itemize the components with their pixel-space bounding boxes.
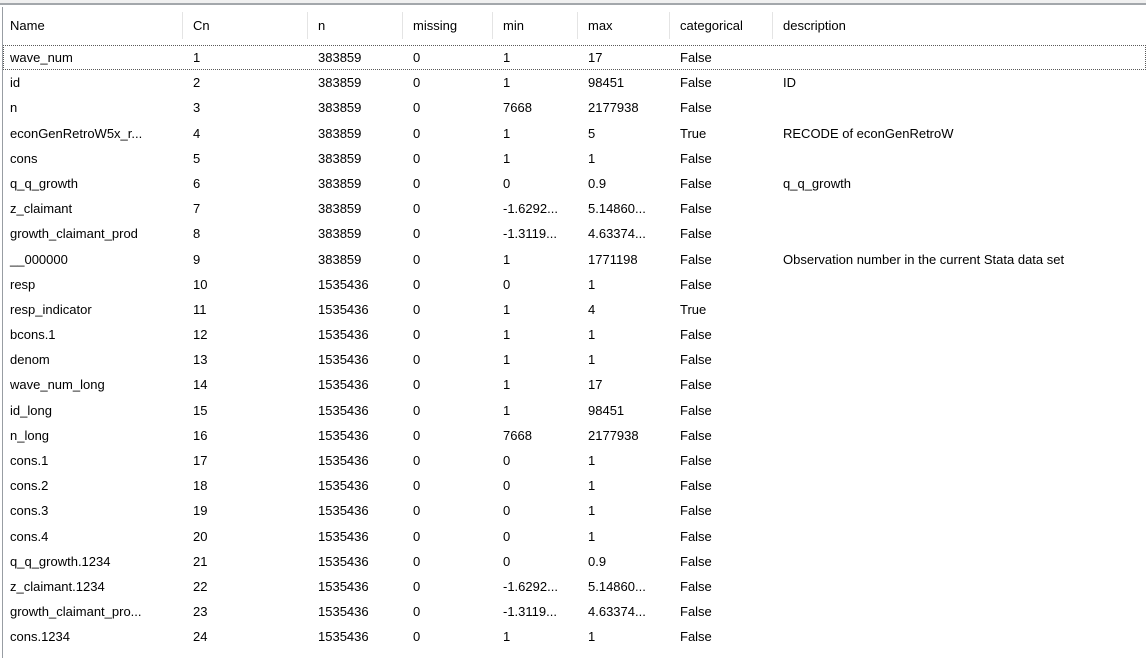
cell-missing: 0 [413,327,421,343]
cell-n: 383859 [318,125,362,141]
cell-name: growth_claimant_prod [10,226,138,242]
cell-n: 1535436 [318,629,369,645]
cell-cn: 17 [193,453,208,468]
cell-n: 383859 [318,75,362,91]
table-row[interactable] [3,473,1146,498]
cell-n: 1535436 [318,301,369,317]
table-row[interactable] [3,95,1146,120]
cell-n: 1535436 [318,553,369,569]
cell-min: 1 [503,327,511,343]
cell-cn: 9 [193,251,201,267]
cell-n: 1535436 [318,503,369,519]
cell-description [773,574,1146,599]
cell-missing: 0 [413,125,421,141]
cell-n: 1535436 [318,327,369,343]
cell-max: 5.14860... [588,201,646,217]
cell-missing: 0 [413,201,421,217]
cell-n: 1535436 [318,402,369,418]
table-row[interactable] [3,574,1146,599]
cell-missing: 0 [413,50,421,65]
cell-description [773,599,1146,624]
cell-max: 2177938 [588,427,639,443]
cell-description [773,297,1146,322]
cell-description [773,423,1146,448]
cell-categorical: False [680,50,712,65]
column-header-categorical[interactable]: categorical [670,7,773,45]
cell-categorical: False [680,251,712,267]
cell-categorical: False [680,352,712,368]
cell-min: -1.6292... [503,578,558,594]
cell-min: -1.3119... [503,604,557,620]
cell-min: 7668 [503,427,532,443]
cell-name: q_q_growth [10,175,78,191]
cell-min: 1 [503,125,511,141]
cell-name: id [10,75,21,91]
cell-description [773,45,1146,70]
cell-min: 1 [503,75,511,91]
table-row[interactable] [3,221,1146,246]
cell-max: 1 [588,629,596,645]
cell-max: 1 [588,327,596,343]
cell-max: 1 [588,352,596,368]
cell-name: bcons.1 [10,327,56,343]
cell-n: 1535436 [318,427,369,443]
cell-cn: 15 [193,402,208,418]
cell-cn: 24 [193,629,208,645]
cell-missing: 0 [413,604,421,620]
table-row[interactable] [3,448,1146,473]
cell-missing: 0 [413,75,421,91]
cell-missing: 0 [413,503,421,519]
cell-name: cons.3 [10,503,49,519]
cell-max: 1 [588,503,596,519]
table-row[interactable] [3,599,1146,624]
cell-name: resp_indicator [10,301,92,317]
cell-min: 7668 [503,100,532,116]
cell-min: 0 [503,276,511,292]
cell-missing: 0 [413,377,421,393]
cell-cn: 2 [193,75,201,91]
table-row[interactable] [3,247,1146,272]
cell-min: 0 [503,453,511,468]
cell-name: z_claimant.1234 [10,578,105,594]
table-row[interactable] [3,322,1146,347]
cell-missing: 0 [413,578,421,594]
cell-description [773,272,1146,297]
cell-n: 1535436 [318,478,369,494]
cell-max: 17 [588,377,603,393]
cell-description: ID [783,75,796,91]
cell-max: 98451 [588,402,625,418]
cell-n: 1535436 [318,377,369,393]
cell-cn: 4 [193,125,201,141]
cell-missing: 0 [413,352,421,368]
cell-n: 383859 [318,201,362,217]
cell-description [773,549,1146,574]
cell-cn: 7 [193,201,201,217]
cell-n: 1535436 [318,276,369,292]
cell-min: 0 [503,553,511,569]
column-header-name[interactable]: Name [3,7,183,45]
cell-max: 4 [588,301,596,317]
cell-cn: 1 [193,50,201,65]
cell-description: Observation number in the current Stata data set [783,251,1065,267]
cell-cn: 16 [193,427,208,443]
cell-min: 0 [503,478,511,494]
cell-categorical: False [680,226,712,242]
cell-max: 5 [588,125,596,141]
cell-missing: 0 [413,276,421,292]
cell-cn: 19 [193,503,208,519]
cell-missing: 0 [413,150,421,166]
cell-min: 1 [503,629,511,645]
cell-cn: 14 [193,377,208,393]
table-row[interactable] [3,398,1146,423]
cell-min: 1 [503,377,511,393]
cell-categorical: False [680,503,712,519]
column-header-cn[interactable]: Cn [183,7,308,45]
table-row[interactable] [3,196,1146,221]
cell-categorical: False [680,75,712,91]
column-header-description[interactable]: description [783,18,846,33]
cell-n: 1535436 [318,453,369,468]
cell-categorical: True [680,301,707,317]
cell-min: 1 [503,402,511,418]
cell-categorical: False [680,150,712,166]
cell-categorical: True [680,125,707,141]
cell-max: 98451 [588,75,625,91]
window-background-strip [0,0,1146,5]
cell-name: wave_num [10,50,73,65]
cell-missing: 0 [413,301,421,317]
cell-n: 383859 [318,251,362,267]
cell-n: 1535436 [318,352,369,368]
column-header-max[interactable]: max [578,7,670,45]
cell-name: cons [10,150,38,166]
cell-missing: 0 [413,453,421,468]
cell-name: growth_claimant_pro... [10,604,142,620]
cell-min: -1.3119... [503,226,557,242]
cell-name: __000000 [10,251,68,267]
cell-categorical: False [680,100,712,116]
cell-missing: 0 [413,553,421,569]
cell-categorical: False [680,201,712,217]
cell-categorical: False [680,528,712,544]
column-header-missing[interactable]: missing [403,7,493,45]
table-row[interactable] [3,498,1146,523]
cell-cn: 18 [193,478,208,494]
listview-header [3,7,1146,45]
cell-categorical: False [680,175,712,191]
column-header-min[interactable]: min [493,7,578,45]
cell-categorical: False [680,478,712,494]
cell-max: 4.63374... [588,604,646,620]
cell-cn: 11 [193,301,207,317]
cell-max: 4.63374... [588,226,646,242]
cell-name: n_long [10,427,50,443]
cell-missing: 0 [413,175,421,191]
cell-missing: 0 [413,478,421,494]
table-row[interactable] [3,146,1146,171]
table-row[interactable] [3,372,1146,397]
cell-max: 1 [588,276,596,292]
cell-description: q_q_growth [783,175,851,191]
cell-description [773,498,1146,523]
column-header-n[interactable]: n [308,7,403,45]
cell-cn: 21 [193,553,208,569]
cell-name: n [10,100,18,116]
cell-description [773,95,1146,120]
cell-name: z_claimant [10,201,73,217]
cell-cn: 3 [193,100,201,116]
cell-min: 1 [503,251,511,267]
cell-cn: 5 [193,150,201,166]
cell-cn: 20 [193,528,208,544]
cell-missing: 0 [413,226,421,242]
cell-categorical: False [680,327,712,343]
table-row[interactable] [3,624,1146,649]
cell-min: 1 [503,50,511,65]
cell-max: 1 [588,150,596,166]
cell-missing: 0 [413,100,421,116]
cell-max: 0.9 [588,553,607,569]
cell-n: 383859 [318,175,362,191]
cell-max: 0.9 [588,175,607,191]
cell-n: 1535436 [318,604,369,620]
cell-description [773,473,1146,498]
cell-max: 1 [588,453,596,468]
cell-missing: 0 [413,427,421,443]
cell-description [773,398,1146,423]
cell-description [773,322,1146,347]
cell-n: 383859 [318,100,362,116]
cell-n: 1535436 [318,528,369,544]
cell-categorical: False [680,578,712,594]
table-row[interactable] [3,45,1146,70]
cell-max: 1771198 [588,251,638,267]
cell-cn: 10 [193,276,208,292]
cell-cn: 23 [193,604,208,620]
cell-description [773,448,1146,473]
cell-cn: 6 [193,175,201,191]
cell-cn: 12 [193,327,208,343]
cell-n: 383859 [318,50,362,65]
table-row[interactable] [3,347,1146,372]
cell-description [773,524,1146,549]
cell-categorical: False [680,629,712,645]
cell-max: 17 [588,50,603,65]
cell-name: q_q_growth.1234 [10,553,111,569]
cell-categorical: False [680,402,712,418]
cell-n: 1535436 [318,578,369,594]
cell-min: 1 [503,301,511,317]
table-row[interactable] [3,549,1146,574]
cell-description [773,624,1146,649]
cell-categorical: False [680,453,712,468]
cell-n: 383859 [318,150,362,166]
table-row[interactable] [3,524,1146,549]
cell-max: 1 [588,478,596,494]
cell-categorical: False [680,604,712,620]
table-row[interactable] [3,121,1146,146]
cell-description [773,196,1146,221]
cell-name: wave_num_long [10,377,105,393]
table-row[interactable] [3,423,1146,448]
table-row[interactable] [3,272,1146,297]
cell-cn: 13 [193,352,208,368]
cell-name: denom [10,352,50,368]
table-row[interactable] [3,171,1146,196]
cell-categorical: False [680,553,712,569]
cell-n: 383859 [318,226,362,242]
table-row[interactable] [3,297,1146,322]
table-row[interactable] [3,70,1146,95]
cell-missing: 0 [413,528,421,544]
cell-categorical: False [680,377,712,393]
cell-name: resp [10,276,36,292]
cell-name: id_long [10,402,52,418]
cell-name: cons.1234 [10,629,70,645]
cell-name: cons.1 [10,453,49,468]
cell-missing: 0 [413,251,421,267]
cell-max: 5.14860... [588,578,646,594]
cell-max: 1 [588,528,596,544]
cell-description [773,347,1146,372]
cell-description [773,372,1146,397]
cell-categorical: False [680,276,712,292]
cell-name: cons.4 [10,528,49,544]
cell-min: 1 [503,352,511,368]
cell-description [773,146,1146,171]
cell-description [773,221,1146,246]
cell-name: econGenRetroW5x_r... [10,125,143,141]
cell-missing: 0 [413,402,421,418]
table-body [3,45,1146,650]
cell-cn: 22 [193,578,208,594]
cell-min: 0 [503,528,511,544]
cell-cn: 8 [193,226,201,242]
cell-categorical: False [680,427,712,443]
cell-min: 0 [503,503,511,519]
cell-name: cons.2 [10,478,49,494]
cell-description: RECODE of econGenRetroW [783,125,954,141]
cell-min: 0 [503,175,511,191]
cell-missing: 0 [413,629,421,645]
cell-max: 2177938 [588,100,639,116]
cell-min: 1 [503,150,511,166]
cell-min: -1.6292... [503,201,558,217]
variables-listview [2,7,1146,658]
